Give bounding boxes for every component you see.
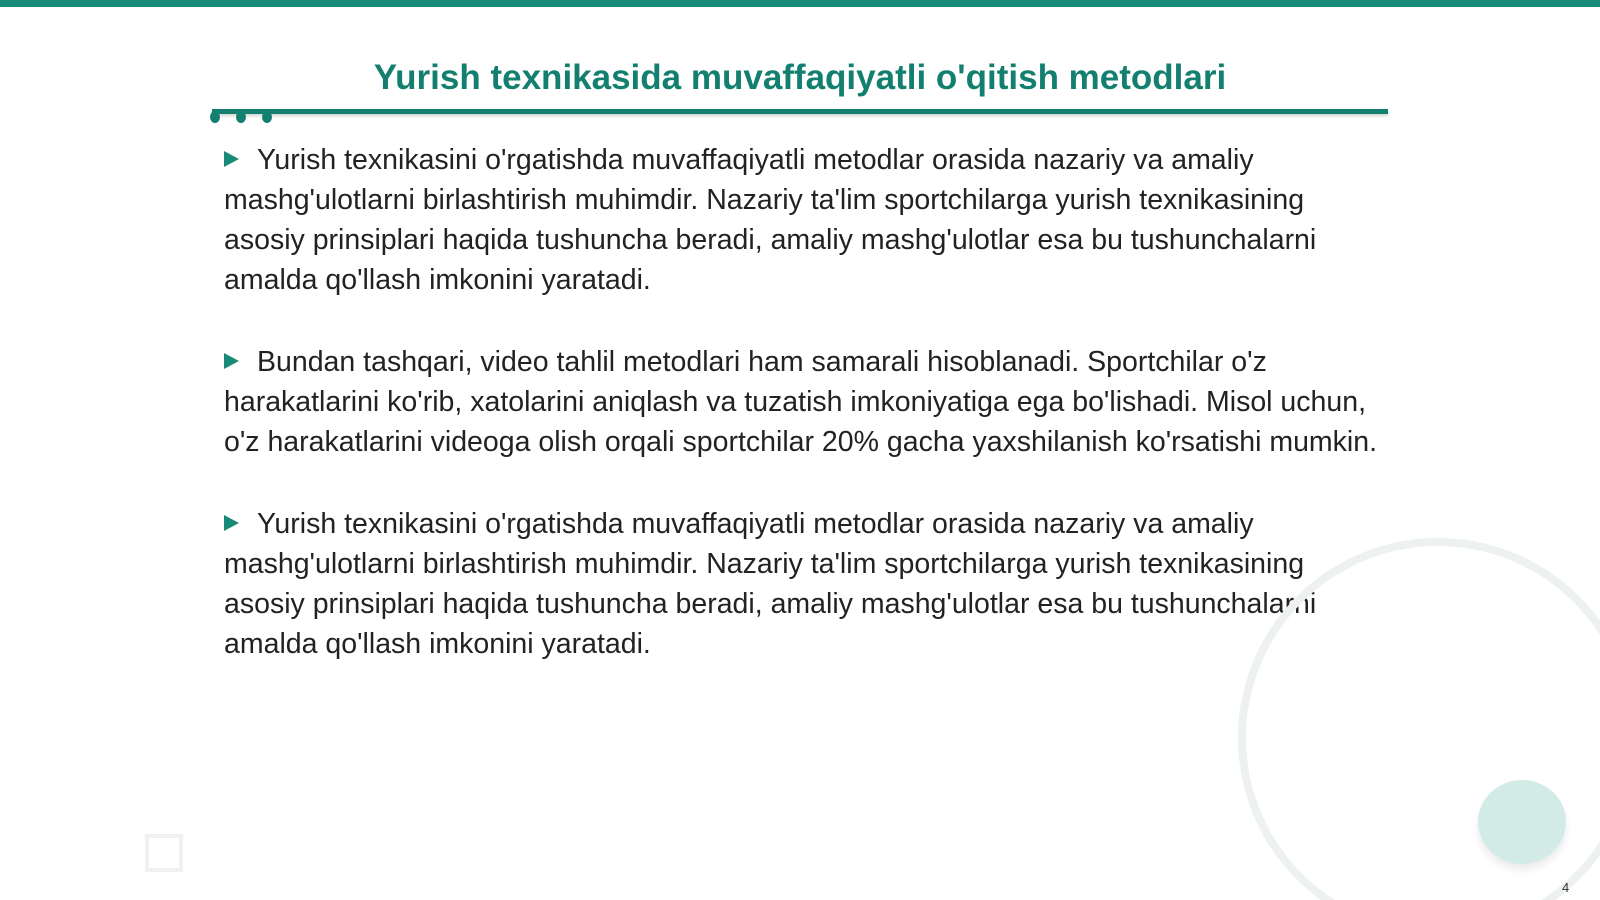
triangle-bullet-icon	[224, 353, 239, 369]
decorative-dot-icon	[236, 111, 246, 123]
paragraph-text: Yurish texnikasini o'rgatishda muvaffaqiyatli metodlar orasida nazariy va amaliy mashg'ulotlarni birlashtirish muhimdir. Nazariy ta'lim sportchilarga yurish texnikasining asosiy prinsiplari haqida tushuncha beradi, amaliy mashg'ulotlar esa bu tushunchalarni amalda qo'llash imkonini yaratadi.	[224, 508, 1317, 660]
decorative-circle	[1478, 780, 1566, 864]
top-accent-bar	[0, 0, 1600, 7]
decorative-square	[145, 834, 183, 872]
slide-body	[224, 140, 1384, 706]
title-underline	[212, 109, 1388, 114]
bullet-paragraph	[224, 504, 1384, 664]
slide-title: Yurish texnikasida muvaffaqiyatli o'qitish metodlari	[373, 58, 1227, 97]
paragraph-text: Yurish texnikasini o'rgatishda muvaffaqiyatli metodlar orasida nazariy va amaliy mashg'ulotlarni birlashtirish muhimdir. Nazariy ta'lim sportchilarga yurish texnikasining asosiy prinsiplari haqida tushuncha beradi, amaliy mashg'ulotlar esa bu tushunchalarni amalda qo'llash imkonini yaratadi.	[224, 144, 1317, 296]
triangle-bullet-icon	[224, 515, 239, 531]
decorative-dot-icon	[262, 111, 272, 123]
triangle-bullet-icon	[224, 151, 239, 167]
bullet-paragraph	[224, 140, 1384, 300]
bullet-paragraph	[224, 342, 1384, 462]
decorative-dot-icon	[210, 111, 220, 123]
paragraph-text: Bundan tashqari, video tahlil metodlari ham samarali hisoblanadi. Sportchilar o'z harakatlarini ko'rib, xatolarini aniqlash va tuzatish imkoniyatiga ega bo'lishadi. Misol uchun, o'z harakatlarini videoga olish orqali sportchilar 20% gacha yaxshilanish ko'rsatishi mumkin.	[224, 346, 1378, 458]
page-number: 4	[1562, 880, 1570, 895]
